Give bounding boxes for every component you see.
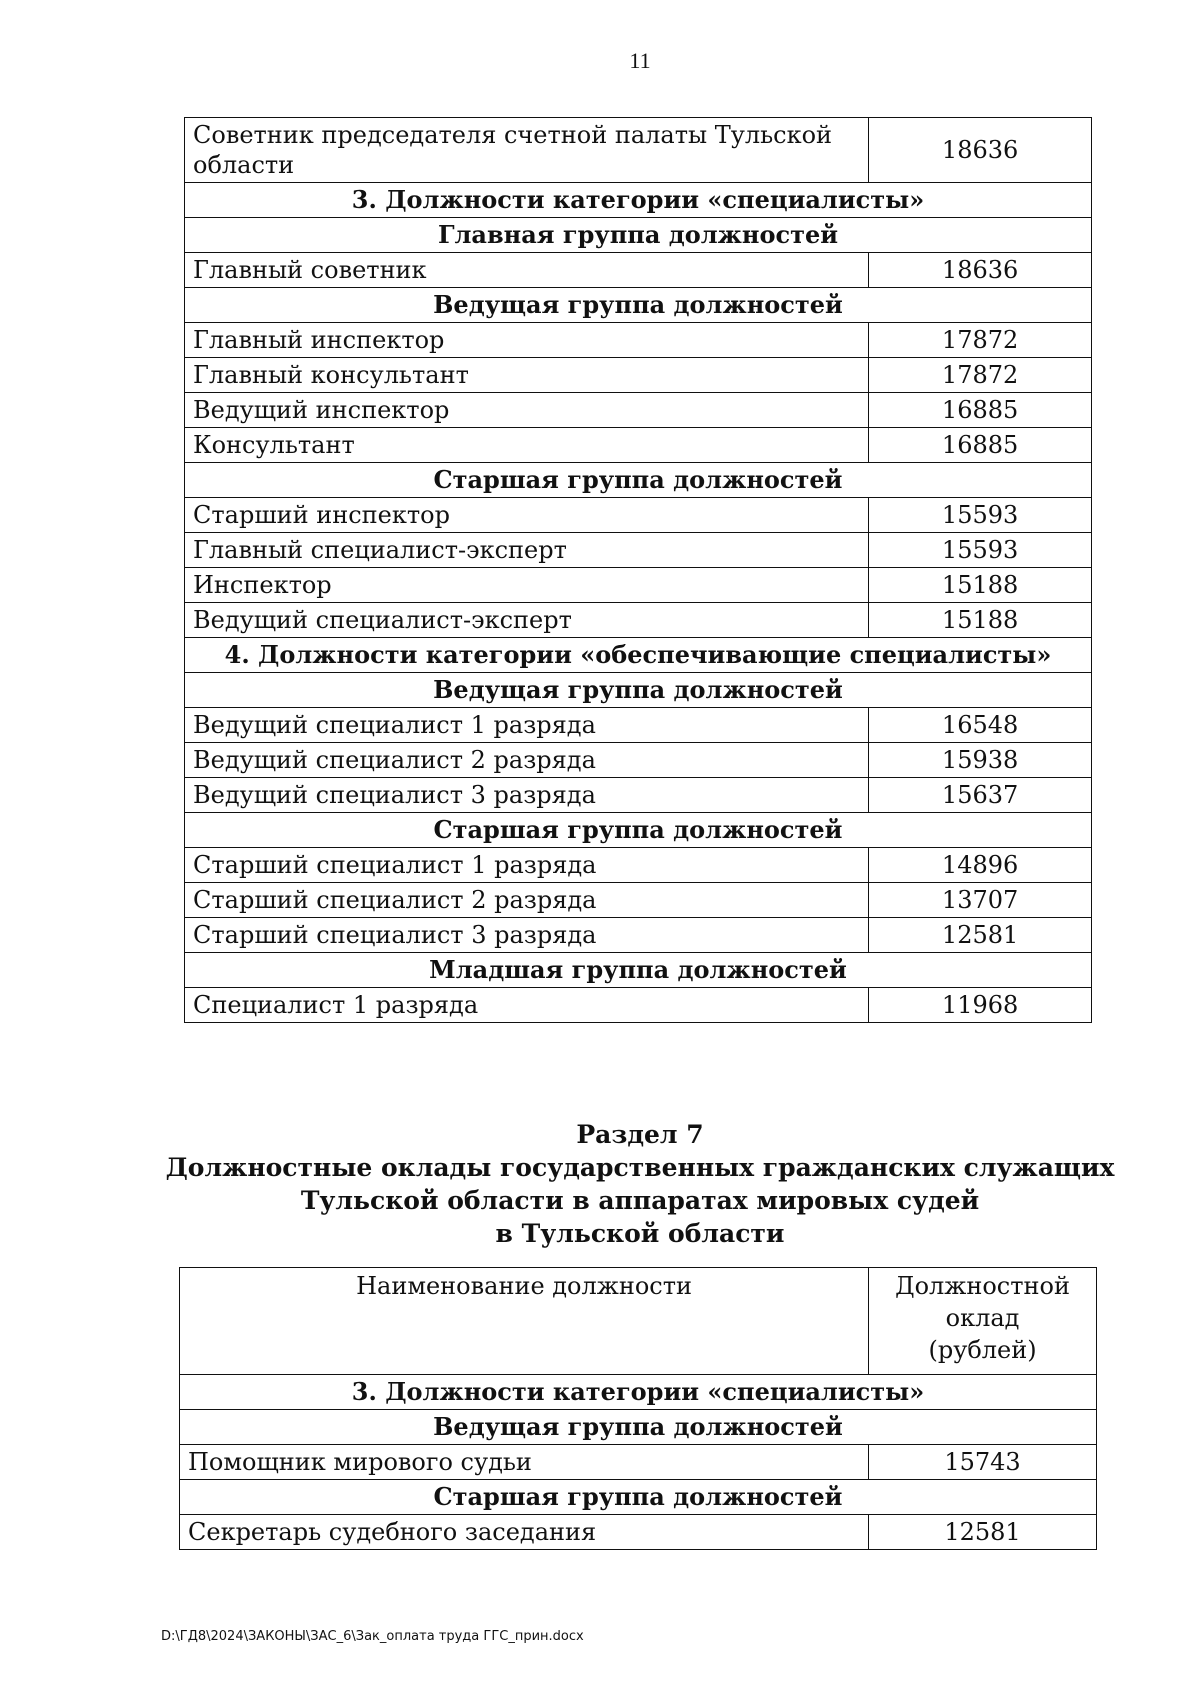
- position-name: Консультант: [185, 428, 869, 463]
- group-header-row: [180, 1375, 1097, 1410]
- salary-value: 17872: [869, 358, 1092, 393]
- table-row: [180, 1515, 1097, 1550]
- group-header-row: [185, 953, 1092, 988]
- salary-value: 18636: [869, 253, 1092, 288]
- position-name: Ведущий инспектор: [185, 393, 869, 428]
- position-name: Помощник мирового судьи: [180, 1445, 869, 1480]
- position-name: Главный специалист-эксперт: [185, 533, 869, 568]
- section7-subtitle-line2: Тульской области в аппаратах мировых судей: [300, 1186, 980, 1215]
- group-header: Ведущая группа должностей: [180, 1410, 1097, 1445]
- section7-heading: Раздел 7: [576, 1120, 704, 1149]
- group-header: Старшая группа должностей: [185, 463, 1092, 498]
- table-row: [185, 988, 1092, 1023]
- salary-value: 15593: [869, 533, 1092, 568]
- position-name: Ведущий специалист-эксперт: [185, 603, 869, 638]
- salary-table-section6: [184, 117, 1092, 1023]
- salary-value: 12581: [869, 1515, 1097, 1550]
- group-header-row: [185, 638, 1092, 673]
- group-header: 3. Должности категории «специалисты»: [185, 183, 1092, 218]
- salary-table-section7: [179, 1267, 1097, 1550]
- salary-value: 15743: [869, 1445, 1097, 1480]
- table2-header-row: [180, 1268, 1097, 1375]
- group-header: Младшая группа должностей: [185, 953, 1092, 988]
- group-header-row: [185, 673, 1092, 708]
- column-header-position: Наименование должности: [180, 1268, 869, 1375]
- position-name: Ведущий специалист 3 разряда: [185, 778, 869, 813]
- column-header-salary-line3: (рублей): [928, 1336, 1037, 1364]
- group-header: Ведущая группа должностей: [185, 673, 1092, 708]
- position-name: Ведущий специалист 2 разряда: [185, 743, 869, 778]
- position-name: Главный инспектор: [185, 323, 869, 358]
- salary-value: 13707: [869, 883, 1092, 918]
- group-header: Ведущая группа должностей: [185, 288, 1092, 323]
- salary-value: 12581: [869, 918, 1092, 953]
- salary-value: 16885: [869, 428, 1092, 463]
- table-row: [185, 118, 1092, 183]
- table-row: [185, 883, 1092, 918]
- table-row: [185, 918, 1092, 953]
- section7-subtitle-line3: в Тульской области: [495, 1219, 785, 1248]
- group-header-row: [185, 288, 1092, 323]
- table-row: [185, 848, 1092, 883]
- salary-value: 11968: [869, 988, 1092, 1023]
- group-header: Старшая группа должностей: [180, 1480, 1097, 1515]
- group-header-row: [180, 1410, 1097, 1445]
- section7-subtitle-line1: Должностные оклады государственных гражданских служащих: [165, 1153, 1115, 1182]
- salary-value: 15188: [869, 603, 1092, 638]
- table-row: [185, 533, 1092, 568]
- salary-value: 15593: [869, 498, 1092, 533]
- table-row: [185, 428, 1092, 463]
- position-name: Главный советник: [185, 253, 869, 288]
- salary-value: 15188: [869, 568, 1092, 603]
- file-path-footer: D:\ГД8\2024\ЗАКОНЫ\ЗАС_6\Зак_оплата труда ГГС_прин.docx: [161, 1629, 584, 1644]
- salary-value: 16548: [869, 708, 1092, 743]
- salary-value: 15938: [869, 743, 1092, 778]
- group-header-row: [180, 1480, 1097, 1515]
- table-row: [180, 1445, 1097, 1480]
- position-name: Инспектор: [185, 568, 869, 603]
- group-header: Главная группа должностей: [185, 218, 1092, 253]
- table-row: [185, 358, 1092, 393]
- salary-value: 14896: [869, 848, 1092, 883]
- table-row: [185, 568, 1092, 603]
- position-name: Секретарь судебного заседания: [180, 1515, 869, 1550]
- column-header-salary-line1: Должностной: [895, 1272, 1070, 1300]
- table-row: [185, 498, 1092, 533]
- table-row: [185, 253, 1092, 288]
- group-header: Старшая группа должностей: [185, 813, 1092, 848]
- group-header: 4. Должности категории «обеспечивающие специалисты»: [185, 638, 1092, 673]
- group-header-row: [185, 463, 1092, 498]
- position-name: Специалист 1 разряда: [185, 988, 869, 1023]
- group-header-row: [185, 218, 1092, 253]
- page-number: 11: [629, 48, 651, 73]
- position-name: Старший инспектор: [185, 498, 869, 533]
- salary-value: 15637: [869, 778, 1092, 813]
- group-header-row: [185, 183, 1092, 218]
- salary-value: 16885: [869, 393, 1092, 428]
- position-name: Ведущий специалист 1 разряда: [185, 708, 869, 743]
- position-name: Старший специалист 2 разряда: [185, 883, 869, 918]
- salary-value: 17872: [869, 323, 1092, 358]
- position-name: Старший специалист 1 разряда: [185, 848, 869, 883]
- table-row: [185, 323, 1092, 358]
- group-header-row: [185, 813, 1092, 848]
- table-row: [185, 708, 1092, 743]
- table-row: [185, 603, 1092, 638]
- column-header-salary: [869, 1268, 1097, 1375]
- position-name: Советник председателя счетной палаты Тульской области: [185, 118, 869, 183]
- salary-value: 18636: [869, 118, 1092, 183]
- column-header-salary-line2: оклад: [945, 1304, 1020, 1332]
- position-name: Главный консультант: [185, 358, 869, 393]
- table-row: [185, 393, 1092, 428]
- group-header: 3. Должности категории «специалисты»: [180, 1375, 1097, 1410]
- position-name: Старший специалист 3 разряда: [185, 918, 869, 953]
- section7-title: [0, 1118, 1200, 1250]
- table-row: [185, 778, 1092, 813]
- table-row: [185, 743, 1092, 778]
